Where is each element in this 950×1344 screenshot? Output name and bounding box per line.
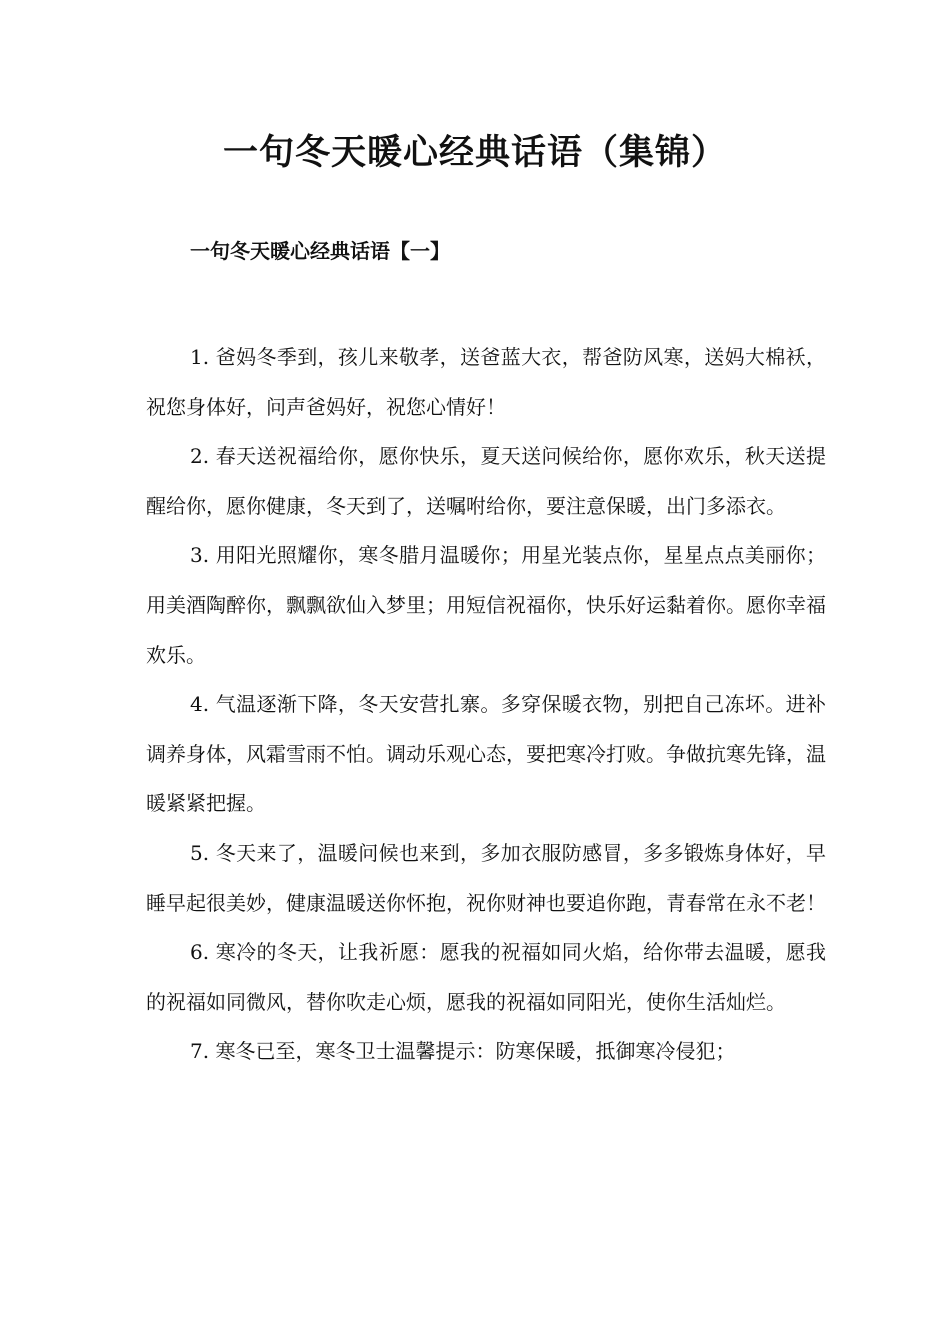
paragraph-item-1: 1. 爸妈冬季到，孩儿来敬孝，送爸蓝大衣，帮爸防风寒，送妈大棉袄，祝您身体好，问声爸妈好，祝您心情好！ bbox=[146, 345, 826, 419]
paragraph-item-7: 7. 寒冬已至，寒冬卫士温馨提示：防寒保暖，抵御寒冷侵犯； bbox=[190, 1039, 736, 1064]
section-heading: 一句冬天暖心经典话语【一】 bbox=[190, 239, 450, 263]
document-body bbox=[146, 333, 826, 1077]
paragraph-item-5: 5. 冬天来了，温暖问候也来到，多加衣服防感冒，多多锻炼身体好，早睡早起很美妙，健康温暖送你怀抱，祝你财神也要追你跑，青春常在永不老！ bbox=[146, 840, 826, 915]
paragraph-item-6: 6. 寒冷的冬天，让我祈愿：愿我的祝福如同火焰，给你带去温暖，愿我的祝福如同微风，替你吹走心烦，愿我的祝福如同阳光，使你生活灿烂。 bbox=[146, 940, 826, 1014]
paragraph-item-2: 2. 春天送祝福给你，愿你快乐，夏天送问候给你，愿你欢乐，秋天送提醒给你，愿你健康，冬天到了，送嘱咐给你，要注意保暖，出门多添衣。 bbox=[146, 444, 826, 518]
document-title: 一句冬天暖心经典话语（集锦） bbox=[222, 133, 727, 173]
paragraph-item-3: 3. 用阳光照耀你，寒冬腊月温暖你；用星光装点你，星星点点美丽你；用美酒陶醉你，飘飘欲仙入梦里；用短信祝福你，快乐好运黏着你。愿你幸福欢乐。 bbox=[146, 543, 826, 667]
paragraph-item-4: 4. 气温逐渐下降，冬天安营扎寨。多穿保暖衣物，别把自己冻坏。进补调养身体，风霜雪雨不怕。调动乐观心态，要把寒冷打败。争做抗寒先锋，温暖紧紧把握。 bbox=[146, 692, 826, 816]
